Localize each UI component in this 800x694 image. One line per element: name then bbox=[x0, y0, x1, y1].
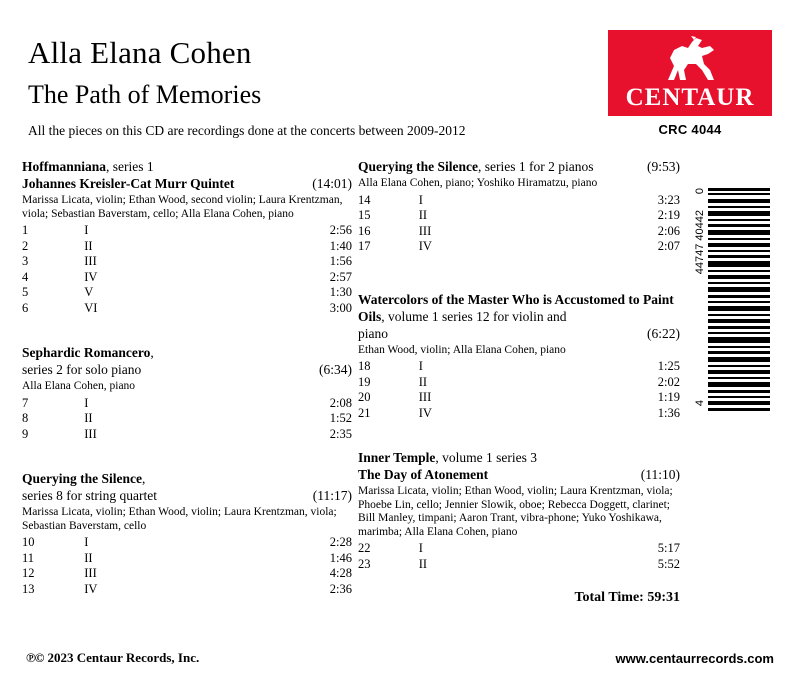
work-subtitle-text: Johannes Kreisler-Cat Murr Quintet bbox=[22, 176, 235, 191]
work-subtitle bbox=[22, 487, 352, 504]
centaur-horse-icon bbox=[658, 36, 722, 84]
tracklist-right-column bbox=[358, 158, 680, 606]
track-movement: I bbox=[418, 359, 423, 373]
work-title-bold: Watercolors of the Master Who is Accustomed to Paint Oils bbox=[358, 291, 674, 324]
track-time: 1:25 bbox=[657, 359, 680, 373]
track-number: 9 bbox=[22, 426, 29, 441]
track-time: 2:08 bbox=[329, 395, 352, 410]
table-row bbox=[22, 535, 352, 551]
track-movement: I bbox=[84, 395, 89, 410]
work-hoffmanniana bbox=[22, 158, 352, 316]
work-title-rest: , series 1 for 2 pianos bbox=[478, 159, 594, 174]
centaur-logo bbox=[608, 30, 772, 116]
work-title bbox=[358, 158, 680, 175]
work-title-rest: , bbox=[150, 345, 154, 360]
track-time: 5:17 bbox=[657, 541, 680, 555]
album-title: The Path of Memories bbox=[28, 80, 262, 109]
table-row bbox=[22, 301, 352, 317]
work-querying-the-silence-two-pianos bbox=[358, 158, 680, 255]
work-performers: Ethan Wood, violin; Alla Elana Cohen, piano bbox=[358, 343, 566, 356]
header bbox=[28, 34, 588, 140]
work-duration: (11:17) bbox=[312, 488, 352, 503]
copyright-text: 2023 Centaur Records, Inc. bbox=[47, 650, 200, 665]
work-title-bold: Inner Temple bbox=[358, 450, 436, 465]
work-subtitle bbox=[22, 175, 352, 192]
track-time: 1:36 bbox=[657, 405, 680, 420]
track-movement: II bbox=[84, 238, 93, 253]
track-number: 3 bbox=[22, 254, 29, 268]
centaur-wordmark: CENTAUR bbox=[625, 84, 755, 111]
work-querying-the-silence-string-quartet bbox=[22, 470, 352, 597]
work-title bbox=[358, 449, 680, 466]
table-row bbox=[22, 285, 352, 301]
spacer bbox=[22, 322, 352, 344]
track-time: 2:56 bbox=[329, 223, 352, 237]
track-movement: IV bbox=[418, 405, 432, 420]
spacer bbox=[358, 261, 680, 291]
table-row bbox=[358, 359, 680, 375]
track-time: 1:40 bbox=[329, 238, 352, 253]
work-title bbox=[358, 291, 680, 325]
table-row bbox=[22, 427, 352, 443]
track-number: 12 bbox=[22, 566, 35, 580]
track-table bbox=[22, 396, 352, 443]
track-table bbox=[358, 359, 680, 421]
track-movement: IV bbox=[418, 239, 432, 253]
table-row bbox=[358, 406, 680, 422]
track-table bbox=[358, 193, 680, 255]
track-number: 19 bbox=[358, 374, 371, 389]
track-time: 5:52 bbox=[657, 556, 680, 571]
track-time: 1:56 bbox=[329, 254, 352, 268]
track-number: 23 bbox=[358, 556, 371, 571]
album-subtitle: All the pieces on this CD are recordings done at the concerts between 2009-2012 bbox=[28, 123, 466, 138]
track-movement: VI bbox=[84, 300, 98, 315]
track-time: 3:00 bbox=[329, 300, 352, 315]
work-subtitle-text: series 8 for string quartet bbox=[22, 488, 157, 503]
work-subtitle-text: piano bbox=[358, 325, 388, 341]
track-number: 13 bbox=[22, 581, 35, 596]
track-number: 2 bbox=[22, 238, 29, 253]
work-duration: (6:34) bbox=[319, 362, 352, 377]
work-title-rest: , series 1 bbox=[106, 159, 154, 174]
track-time: 2:57 bbox=[329, 269, 352, 284]
work-performers: Alla Elana Cohen, piano bbox=[22, 380, 136, 392]
barcode-digit-left: 0 bbox=[694, 188, 706, 195]
track-movement: IV bbox=[84, 581, 98, 596]
work-inner-temple bbox=[358, 449, 680, 572]
table-row bbox=[22, 582, 352, 598]
work-performers: Alla Elana Cohen, piano; Yoshiko Hiramatzu, piano bbox=[358, 177, 598, 189]
work-subtitle bbox=[22, 361, 352, 378]
work-title-bold: Hoffmanniana bbox=[22, 159, 107, 174]
work-watercolors bbox=[358, 291, 680, 422]
track-number: 1 bbox=[22, 223, 29, 237]
track-time: 3:23 bbox=[657, 192, 680, 207]
track-number: 17 bbox=[358, 239, 371, 253]
track-time: 2:02 bbox=[657, 374, 680, 389]
work-title bbox=[22, 344, 352, 361]
work-subtitle-text: The Day of Atonement bbox=[358, 467, 489, 482]
work-title bbox=[22, 470, 352, 487]
track-time: 1:46 bbox=[329, 550, 352, 565]
track-number: 8 bbox=[22, 411, 29, 425]
track-table bbox=[358, 541, 680, 572]
track-number: 11 bbox=[22, 550, 35, 565]
work-performers: Marissa Licata, violin; Ethan Wood, violin; Laura Krentzman, viola; Phoebe Lin, cello; Jennier Slowik, oboe; Rebecca Doggett, clarinet; Bill Manley, timpani; Aaron Trant, vibra-phone; Yuko Yoshikawa, marimba; Alla Elana Cohen, piano bbox=[358, 485, 673, 538]
catalog-number: CRC 4044 bbox=[658, 122, 722, 137]
track-number: 15 bbox=[358, 208, 371, 222]
track-movement: I bbox=[84, 535, 89, 549]
work-duration: (11:10) bbox=[640, 467, 680, 482]
barcode-digit-right: 4 bbox=[694, 400, 706, 407]
work-subtitle bbox=[358, 325, 680, 342]
track-movement: II bbox=[418, 208, 428, 222]
table-row bbox=[358, 208, 680, 224]
track-number: 16 bbox=[358, 223, 371, 238]
track-number: 20 bbox=[358, 390, 371, 404]
track-time: 2:19 bbox=[657, 208, 680, 222]
table-row bbox=[22, 239, 352, 255]
work-performers: Marissa Licata, violin; Ethan Wood, second violin; Laura Krentzman, viola; Sebastian Baverstam, cello; Alla Elana Cohen, piano bbox=[22, 194, 343, 220]
barcode-digits-main: 44747 40442 bbox=[694, 210, 706, 275]
work-duration: (9:53) bbox=[647, 159, 680, 174]
spacer bbox=[358, 427, 680, 449]
track-table bbox=[22, 535, 352, 597]
track-time: 2:06 bbox=[657, 223, 680, 238]
artist-name: Alla Elana Cohen bbox=[28, 35, 252, 70]
track-number: 21 bbox=[358, 405, 371, 420]
table-row bbox=[22, 223, 352, 239]
table-row bbox=[22, 566, 352, 582]
work-title-rest: , volume 1 series 3 bbox=[435, 450, 538, 465]
phonogram-copyright-icon: ℗© bbox=[26, 650, 44, 665]
work-subtitle bbox=[358, 466, 680, 483]
track-number: 7 bbox=[22, 395, 29, 410]
track-time: 1:52 bbox=[329, 411, 352, 425]
track-time: 2:35 bbox=[329, 426, 352, 441]
track-time: 2:36 bbox=[329, 581, 352, 596]
table-row bbox=[22, 270, 352, 286]
track-number: 22 bbox=[358, 541, 371, 555]
track-movement: V bbox=[84, 285, 94, 299]
work-title-rest: , volume 1 series 12 for violin and bbox=[381, 308, 567, 324]
barcode bbox=[694, 188, 778, 416]
table-row bbox=[358, 239, 680, 255]
work-title bbox=[22, 158, 352, 175]
work-performers: Marissa Licata, violin; Ethan Wood, violin; Laura Krentzman, viola; Sebastian Baverstam, cello bbox=[22, 506, 337, 532]
track-movement: III bbox=[84, 426, 97, 441]
table-row bbox=[22, 551, 352, 567]
track-number: 4 bbox=[22, 269, 29, 284]
track-time: 1:19 bbox=[657, 390, 680, 404]
work-subtitle-text: series 2 for solo piano bbox=[22, 362, 142, 377]
table-row bbox=[22, 411, 352, 427]
table-row bbox=[358, 193, 680, 209]
track-time: 2:07 bbox=[657, 239, 680, 253]
track-movement: III bbox=[84, 566, 97, 580]
track-movement: II bbox=[84, 550, 93, 565]
track-movement: II bbox=[84, 411, 93, 425]
work-title-bold: Querying the Silence bbox=[22, 471, 142, 486]
work-title-rest: , bbox=[142, 471, 146, 486]
track-table bbox=[22, 223, 352, 316]
track-number: 10 bbox=[22, 535, 35, 549]
track-time: 4:28 bbox=[329, 566, 352, 580]
track-movement: III bbox=[418, 390, 432, 404]
track-number: 5 bbox=[22, 285, 29, 299]
work-duration: (14:01) bbox=[312, 176, 352, 191]
table-row bbox=[358, 375, 680, 391]
track-movement: I bbox=[418, 541, 423, 555]
track-movement: I bbox=[418, 192, 423, 207]
table-row bbox=[358, 390, 680, 406]
copyright-line bbox=[26, 650, 199, 666]
spacer bbox=[22, 448, 352, 470]
track-number: 14 bbox=[358, 192, 371, 207]
track-number: 18 bbox=[358, 359, 371, 373]
work-sephardic-romancero bbox=[22, 344, 352, 442]
work-title-bold: Querying the Silence bbox=[358, 159, 478, 174]
track-movement: II bbox=[418, 556, 428, 571]
table-row bbox=[358, 224, 680, 240]
track-time: 1:30 bbox=[329, 285, 352, 299]
track-time: 2:28 bbox=[329, 535, 352, 549]
track-movement: III bbox=[84, 254, 97, 268]
track-movement: II bbox=[418, 374, 428, 389]
track-movement: III bbox=[418, 223, 432, 238]
work-duration: (6:22) bbox=[647, 325, 680, 341]
track-movement: IV bbox=[84, 269, 98, 284]
table-row bbox=[358, 541, 680, 557]
track-number: 6 bbox=[22, 300, 29, 315]
table-row bbox=[22, 254, 352, 270]
table-row bbox=[22, 396, 352, 412]
barcode-bars bbox=[708, 188, 770, 416]
total-time: Total Time: 59:31 bbox=[574, 590, 680, 605]
website-link[interactable]: www.centaurrecords.com bbox=[615, 651, 774, 666]
table-row bbox=[358, 557, 680, 573]
tracklist-left-column bbox=[22, 158, 352, 603]
track-movement: I bbox=[84, 223, 89, 237]
barcode-digits bbox=[694, 188, 708, 416]
work-title-bold: Sephardic Romancero bbox=[22, 345, 151, 360]
